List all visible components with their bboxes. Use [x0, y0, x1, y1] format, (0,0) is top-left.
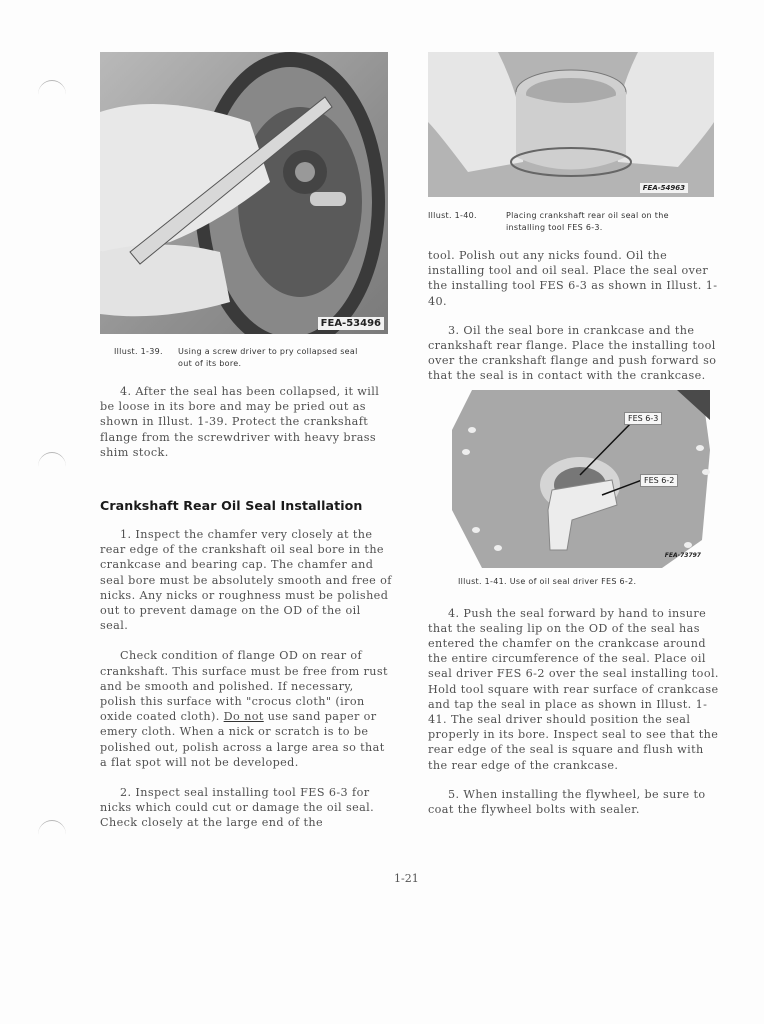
- section-heading: Crankshaft Rear Oil Seal Installation: [100, 498, 363, 514]
- paragraph-step-3: 3. Oil the seal bore in crankcase and the crankshaft rear flange. Place the installing tool over the crankshaft flange and push forward so that the seal is in contact with the crankcase.: [428, 323, 717, 383]
- paragraph-flange-check: Check condition of flange OD on rear of crankshaft. This surface must be free from rust and be smooth and polished. If necessary, polish this surface with "crocus cloth" (iron oxide coated cloth). Do not use sand paper or emery cloth. When a nick or scratch is to be polished out, polish across a large area so that a flat spot will not be developed.: [100, 649, 388, 769]
- paragraph-step-2-continued: tool. Polish out any nicks found. Oil the installing tool and oil seal. Place the seal over the installing tool FES 6-3 as shown in Illust. 1-40.: [428, 249, 718, 308]
- figure-1-39-caption: Illust. 1-39. Using a screw driver to pry collapsed seal out of its bore.: [114, 347, 358, 368]
- right-column: [428, 52, 724, 817]
- left-column: [100, 52, 392, 831]
- figure-1-40-photo: [428, 52, 714, 197]
- seal-on-tool-illustration: [428, 52, 714, 197]
- paragraph-step-2: 2. Inspect seal installing tool FES 6-3 for nicks which could cut or damage the oil seal. Check closely at the large end of the: [100, 786, 375, 830]
- binder-hole-bottom: [38, 820, 66, 849]
- figure-1-40-caption: Illust. 1-40. Placing crankshaft rear oil seal on the installing tool FES 6-3.: [428, 211, 669, 232]
- callout-fes-6-2: FES 6-2: [640, 474, 678, 487]
- paragraph-step-1: 1. Inspect the chamfer very closely at the rear edge of the crankshaft oil seal bore in the crankcase and bearing cap. The chamfer and seal bore must be absolutely smooth and free of nicks. Any nicks or roughness must be polished out to prevent damage on the OD of the oil seal.: [100, 528, 392, 633]
- figure-1-39-tag: FEA-53496: [318, 317, 384, 330]
- binder-hole-middle: [38, 452, 66, 481]
- paragraph-step-4-install: 4. Push the seal forward by hand to insure that the sealing lip on the OD of the seal has entered the chamfer on the crankcase around the entire circumference of the seal. Place oil seal driver FES 6-2 over the seal installing tool. Hold tool square with rear surface of crankcase and tap the seal in place as shown in Illust. 1-41. The seal driver should position the seal properly in its bore. Inspect seal to see that the rear edge of the seal is square and flush with the rear edge of the crankcase.: [428, 606, 719, 772]
- do-not-emphasis: Do not: [223, 710, 264, 724]
- paragraph-step-5: 5. When installing the flywheel, be sure to coat the flywheel bolts with sealer.: [428, 787, 706, 817]
- figure-1-41-caption: Illust. 1-41. Use of oil seal driver FES 6-2.: [458, 576, 637, 586]
- binder-hole-top: [38, 80, 66, 109]
- figure-1-41-tag: FEA-73797: [664, 551, 701, 559]
- seal-removal-illustration: [100, 52, 388, 334]
- figure-1-39-photo: [100, 52, 388, 334]
- figure-1-41-photo: [452, 390, 710, 568]
- page-number: 1-21: [394, 872, 419, 885]
- callout-fes-6-3: FES 6-3: [624, 412, 662, 425]
- figure-1-40-tag: FEA-54963: [640, 183, 688, 193]
- paragraph-step-4-removal: 4. After the seal has been collapsed, it will be loose in its bore and may be pried out as shown in Illust. 1-39. Protect the crankshaft flange from the screwdriver with heavy brass shim stock.: [100, 385, 380, 459]
